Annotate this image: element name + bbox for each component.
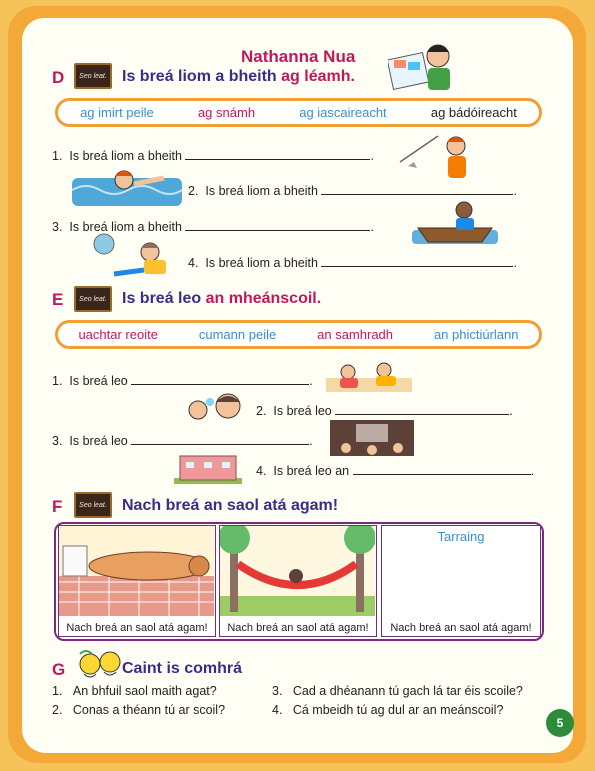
question <box>52 684 217 698</box>
sign-icon: Seo leat. <box>74 492 112 518</box>
item-text: Is breá liom a bheith <box>205 184 318 198</box>
question-number: 2. <box>52 703 63 717</box>
panel-caption: Nach breá an saol atá agam! <box>66 622 208 634</box>
word-bank-item: ag imirt peile <box>80 105 154 120</box>
item-number: 4. <box>256 464 267 478</box>
item-end: . <box>513 256 517 270</box>
panel-caption: Nach breá an saol atá agam! <box>227 622 369 634</box>
word-bank-item: ag snámh <box>197 105 256 120</box>
item-number: 2. <box>256 404 267 418</box>
question-number: 4. <box>272 703 283 717</box>
word-bank-e <box>55 320 542 349</box>
boy-boating-illustration <box>412 198 498 246</box>
item-number: 3. <box>52 434 63 448</box>
boy-fishing-illustration <box>398 132 478 180</box>
item-end: . <box>309 434 313 448</box>
answer-blank[interactable] <box>321 255 513 267</box>
section-d-title-highlight: ag léamh. <box>281 68 355 85</box>
item-text: Is breá leo <box>69 434 128 448</box>
question-text: An bhfuil saol maith agat? <box>72 684 217 698</box>
answer-blank[interactable] <box>131 373 309 385</box>
boy-reading-illustration <box>388 38 458 94</box>
panel-1 <box>58 525 216 637</box>
item-text: Is breá leo <box>273 404 332 418</box>
exercise-line <box>52 433 313 448</box>
page-title: Nathanna Nua <box>241 47 356 66</box>
children-eating-ice-cream-illustration <box>186 390 244 426</box>
page-number: 5 <box>546 709 574 737</box>
section-e-title <box>122 290 321 308</box>
sign-icon: Seo leat. <box>74 286 112 312</box>
secondary-school-illustration <box>174 448 242 484</box>
question-text: Cá mbeidh tú ag dul ar an meánscoil? <box>292 703 504 717</box>
answer-blank[interactable] <box>335 403 509 415</box>
item-text: Is breá liom a bheith <box>205 256 318 270</box>
panel-3-drawing-area[interactable] <box>381 525 541 637</box>
exercise-line <box>188 183 517 198</box>
question <box>272 703 503 717</box>
word-bank-item: ag iascaireacht <box>299 105 387 120</box>
item-end: . <box>509 404 513 418</box>
answer-blank[interactable] <box>321 183 513 195</box>
section-g-letter: G <box>52 660 66 679</box>
answer-blank[interactable] <box>185 148 370 160</box>
word-bank-item: ag bádóireacht <box>430 105 517 120</box>
question-number: 3. <box>272 684 283 698</box>
section-d-letter: D <box>52 68 65 87</box>
section-d-title <box>122 68 355 86</box>
question-number: 1. <box>52 684 63 698</box>
exercise-line <box>52 373 313 388</box>
item-number: 1. <box>52 374 63 388</box>
item-text: Is breá leo an <box>273 464 350 478</box>
item-number: 1. <box>52 149 63 163</box>
word-bank-item: uachtar reoite <box>78 327 158 342</box>
item-text: Is breá liom a bheith <box>69 220 182 234</box>
item-number: 2. <box>188 184 199 198</box>
boy-swimming-illustration <box>72 168 182 208</box>
section-d-title-text: Is breá liom a bheith <box>122 68 282 85</box>
boy-playing-football-illustration <box>90 232 180 278</box>
answer-blank[interactable] <box>185 219 370 231</box>
exercise-line <box>52 148 374 163</box>
cinema-illustration <box>330 420 414 456</box>
item-end: . <box>370 220 374 234</box>
item-end: . <box>370 149 374 163</box>
section-e-letter: E <box>52 290 64 309</box>
panel-caption: Nach breá an saol atá agam! <box>390 622 532 634</box>
item-text: Is breá leo <box>69 374 128 388</box>
hammock-illustration <box>220 526 375 616</box>
boy-sunbathing-illustration <box>59 526 214 616</box>
word-bank-item: cumann peile <box>198 327 277 342</box>
item-number: 3. <box>52 220 63 234</box>
question <box>52 703 225 717</box>
section-f-letter: F <box>52 497 63 516</box>
section-e-title-highlight: an mheánscoil. <box>205 290 322 307</box>
section-f-title: Nach breá an saol atá agam! <box>122 497 339 514</box>
question-text: Conas a théann tú ar scoil? <box>72 703 226 717</box>
panel-2 <box>219 525 377 637</box>
section-e-title-text: Is breá leo <box>122 290 206 307</box>
item-text: Is breá liom a bheith <box>69 149 182 163</box>
item-end: . <box>309 374 313 388</box>
draw-label: Tarraing <box>437 529 485 544</box>
word-bank-d <box>55 98 542 127</box>
word-bank-item: an samhradh <box>317 327 394 342</box>
sign-icon: Seo leat. <box>74 63 112 89</box>
answer-blank[interactable] <box>353 463 531 475</box>
talking-children-icon <box>78 646 122 680</box>
question-text: Cad a dhéanann tú gach lá tar éis scoile? <box>292 684 523 698</box>
word-bank-item: an phictiúrlann <box>433 327 519 342</box>
item-end: . <box>530 464 535 478</box>
item-number: 4. <box>188 256 199 270</box>
answer-blank[interactable] <box>131 433 309 445</box>
children-at-beach-illustration <box>326 360 412 392</box>
item-end: . <box>513 184 517 198</box>
section-g-title: Caint is comhrá <box>122 660 243 677</box>
exercise-line <box>256 403 513 418</box>
exercise-line <box>188 255 517 270</box>
question <box>272 684 523 698</box>
exercise-line <box>256 463 534 478</box>
